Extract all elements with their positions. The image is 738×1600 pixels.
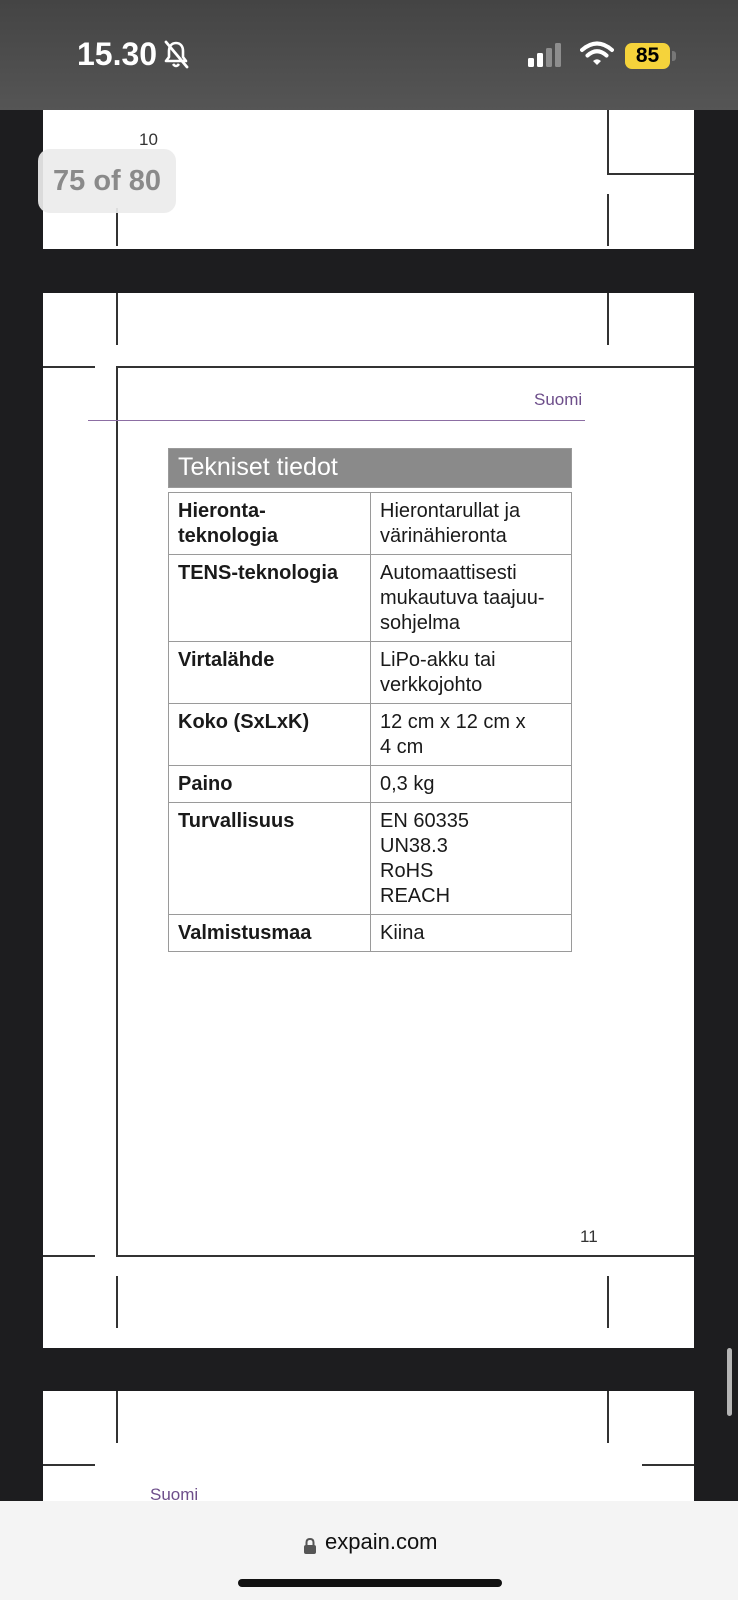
table-row (169, 493, 572, 555)
status-time: 15.30 (77, 36, 158, 72)
spec-value: 0,3 kg (371, 766, 572, 803)
spec-value: Hierontarullat ja värinähieronta (371, 493, 572, 555)
page-number: 10 (139, 130, 158, 149)
crop-mark (642, 1464, 694, 1466)
pdf-page-current (43, 293, 694, 1348)
spec-label: Koko (SxLxK) (169, 704, 371, 766)
wifi-icon (580, 40, 614, 73)
crop-mark (607, 1276, 609, 1328)
crop-mark (607, 1391, 609, 1443)
spec-table-header-row (169, 449, 572, 488)
url-text[interactable]: expain.com (325, 1529, 438, 1554)
crop-mark (116, 1276, 118, 1328)
spec-label: Virtalähde (169, 642, 371, 704)
page-counter: 75 of 80 (38, 149, 176, 213)
crop-mark (607, 110, 609, 174)
table-row (169, 642, 572, 704)
crop-mark (116, 208, 118, 246)
browser-address-bar[interactable] (0, 1501, 738, 1600)
page-frame-top (116, 366, 694, 368)
scrollbar-thumb[interactable] (727, 1348, 732, 1416)
page-frame-left (116, 366, 118, 1256)
spec-label: Valmistusmaa (169, 915, 371, 952)
table-row (169, 766, 572, 803)
status-bar (0, 0, 738, 110)
spec-table-title: Tekniset tiedot (169, 449, 572, 488)
spec-value: EN 60335 UN38.3 RoHS REACH (371, 803, 572, 915)
spec-value: LiPo-akku tai verkkojohto (371, 642, 572, 704)
crop-mark (116, 1391, 118, 1443)
page-frame-bottom (116, 1255, 694, 1257)
cellular-signal-icon (528, 42, 564, 73)
table-row (169, 555, 572, 642)
table-row (169, 803, 572, 915)
battery-tip (672, 51, 676, 61)
crop-mark (43, 366, 95, 368)
table-row (169, 915, 572, 952)
bell-muted-icon (163, 40, 189, 75)
lock-icon (303, 1537, 317, 1560)
battery-icon: 85 (625, 43, 670, 69)
spec-value: 12 cm x 12 cm x 4 cm (371, 704, 572, 766)
spec-label: TENS-teknologia (169, 555, 371, 642)
header-rule (88, 420, 585, 421)
crop-mark (43, 1464, 95, 1466)
crop-mark (116, 293, 118, 345)
crop-mark (43, 1255, 95, 1257)
crop-mark (607, 194, 609, 246)
spec-label: Turvallisuus (169, 803, 371, 915)
page-language-label: Suomi (150, 1485, 199, 1501)
table-row (169, 704, 572, 766)
home-indicator[interactable] (238, 1579, 502, 1587)
spec-value: Kiina (371, 915, 572, 952)
spec-value: Automaattisesti mukautuva taajuu- sohjelma (371, 555, 572, 642)
page-language-label: Suomi (534, 390, 583, 409)
spec-label: Hieronta- teknologia (169, 493, 371, 555)
crop-mark (607, 293, 609, 345)
crop-mark (607, 173, 694, 175)
page-number: 11 (580, 1227, 598, 1246)
pdf-page-next (43, 1391, 694, 1501)
spec-table (168, 448, 572, 952)
spec-label: Paino (169, 766, 371, 803)
